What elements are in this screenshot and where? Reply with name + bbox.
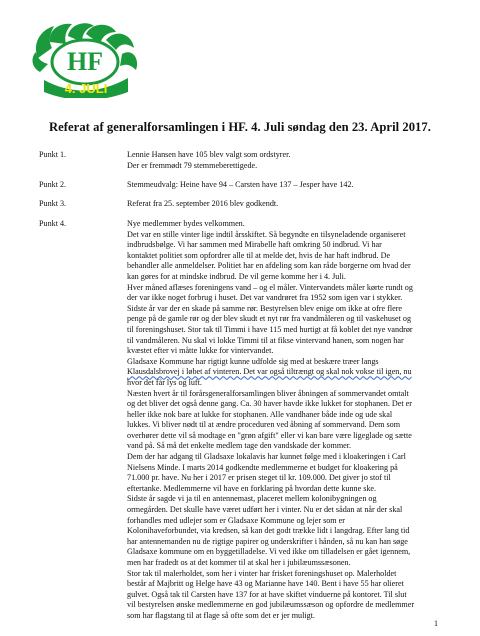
agenda-item-text xyxy=(127,199,466,210)
text-line: eftertanke. Medlemmerne vil have en forklaring på hvordan dette kunne ske. xyxy=(127,483,377,493)
text-line: Referat fra 25. september 2016 blev godkendt. xyxy=(127,199,279,208)
logo-graphic xyxy=(30,20,140,98)
hf-4-juli-logo xyxy=(30,20,140,98)
text-line: Der er fremmødt 79 stemmeberettigede. xyxy=(127,160,258,170)
text-line: ormegården. Det skulle have været udført her i vinter. Nu er det sådan at når der skal xyxy=(127,505,403,515)
text-line: hvor det får lys og luft. xyxy=(127,377,202,387)
agenda-item-label: Punkt 2. xyxy=(39,180,67,189)
text-line: Hver måned aflæses foreningens vand – og el måler. Vintervandets måler kørte rundt og xyxy=(127,282,413,292)
text-line: Gladsaxe Kommune har rigtigt kunne udfolde sig med at beskære træer langs xyxy=(127,356,379,366)
text-line: vil bestyrelsen ønske medlemmerne en god jubilæumssæson og opfordre de medlemmer xyxy=(127,600,415,610)
text-line: Kolonihaveforbundet, via kredsen, så kan det godt trække lidt i langdrag. Efter lang tid xyxy=(127,526,410,536)
page-number: 1 xyxy=(434,619,438,628)
text-line: penge på de gamle rør og der blev skudt et nyt rør fra vandmåleren og til vaskehuset og xyxy=(127,314,412,324)
text-line: Nye medlemmer bydes velkommen. xyxy=(127,219,245,228)
text-line: til vandmåleren. Nu skal vi lokke Timmi til at fikse vintervand hanen, som nogen har xyxy=(127,335,404,345)
text-line: heller ikke nok bare at lukke for stophanen. Alle vandhaner både inde og ude skal xyxy=(127,409,393,419)
text-line: overhører dette vil så modtage en "grøn afgift" eller vi kan bare være ligeglade og sætte xyxy=(127,430,412,440)
text-line: der var ikke noget forbrug i huset. Det var vandrøret fra 1952 som igen var i stykker. xyxy=(127,293,403,303)
agenda-item-text xyxy=(127,180,466,191)
agenda-item-label: Punkt 1. xyxy=(39,150,67,159)
text-line: Nielsens Minde. I marts 2014 godkendte medlemmerne et budget for kloakering på xyxy=(127,462,398,472)
text-line: vand på. Så må det enkelte medlem tage den vandskade der kommer. xyxy=(127,441,352,451)
text-line: Det var en stille vinter lige indtil årsskiftet. Så begyndte en tilsyneladende organiseret xyxy=(127,229,406,239)
text-line: kvæstet efter vi måtte lukke for vintervandet. xyxy=(127,346,274,356)
text-line: gulvet. Også tak til Carsten have 137 for at have skiftet vinduerne på kontoret. Til slut xyxy=(127,589,407,599)
agenda-item-label: Punkt 3. xyxy=(39,199,67,208)
text-line: har antennemanden nu de rigtige papirer og underskrifter i hånden, så nu kan han søge xyxy=(127,536,408,546)
text-line: Næsten hvert år til forårsgeneralforsamlingen bliver åbningen af sommervandet omtalt xyxy=(127,388,409,398)
text-line: lukkes. Vi bliver nødt til at ændre proceduren ved åbning af sommervand. Dem som xyxy=(127,420,401,430)
agenda-item-text xyxy=(127,219,466,622)
text-line: forhandles med udlejer som er Gladsaxe Kommune og lejer som er xyxy=(127,515,345,525)
agenda-item-text xyxy=(127,150,466,171)
text-line: Sidste år var der en skade på samme rør. Bestyrelsen blev enige om ikke at ofre flere xyxy=(127,303,403,313)
agenda-item-2 xyxy=(39,180,466,191)
text-line: kan gøres for at mindske indbrud. De vil gerne komme her i 4. Juli. xyxy=(127,271,346,281)
text-line: Gladsaxe kommune om en byggetilladelse. Vi ved ikke om tilladelsen er gået igennem, xyxy=(127,547,411,557)
text-line: Stor tak til malerholdet, som her i vinter har frisket foreningshuset op. Malerholdet xyxy=(127,568,397,578)
logo-subtitle: 4. JULI xyxy=(64,81,108,96)
text-line: og det bliver det også denne gang. Ca. 30 haver havde ikke lukket for stophanen. Det er xyxy=(127,399,412,409)
text-line: 71.000 pr. have. Nu her i 2017 er prisen steget til kr. 109.000. Det giver jo stof til xyxy=(127,473,391,483)
text-line: Dem der har adgang til Gladsaxe lokalavis har kunnet følge med i kloakeringen i Carl xyxy=(127,452,406,462)
text-line: Stemmeudvalg: Heine have 94 – Carsten have 137 – Jesper have 142. xyxy=(127,180,354,189)
text-line: kontaktet politiet som opfordrer alle til at melde det, hvis de har haft indbrud. De xyxy=(127,250,391,260)
text-line: til foreningshuset. Stor tak til Timmi i have 115 med hurtigt at få koblet det nye vandrør xyxy=(127,324,413,334)
agenda-item-3 xyxy=(39,199,466,210)
agenda-item-1 xyxy=(39,150,466,171)
agenda-item-label: Punkt 4. xyxy=(39,219,67,228)
text-line: indbrudsbølge. Vi har sammen med Mirabelle haft omkring 50 indbrud. Vi har xyxy=(127,240,382,250)
agenda-item-4 xyxy=(39,219,466,622)
text-line: består af Majbritt og Helge have 43 og Marianne have 140. Bent i have 55 har olieret xyxy=(127,579,404,589)
logo-letters: HF xyxy=(66,47,104,76)
text-line: men har fradedt os at det kommer til at skal her i jubilæumssæsonen. xyxy=(127,558,351,567)
text-line: som har flagstang til at flage så ofte som det er jer muligt. xyxy=(127,610,315,620)
text-line: Sidste år sagde vi ja til en antennemast, placeret mellem kolonibygningen og xyxy=(127,494,377,504)
text-line: behandler alle anmeldelser. Politiet har en afdeling som kan råde borgerne om hvad der xyxy=(127,261,411,271)
text-line: Lennie Hansen have 105 blev valgt som ordstyrer. xyxy=(127,150,291,159)
text-line: Klausdalsbrovej i løbet af vinteren. Det var også tiltrængt og skal nok vokse til igen, nu xyxy=(127,367,412,377)
document-title: Referat af generalforsamlingen i HF. 4. Juli søndag den 23. April 2017. xyxy=(49,120,431,134)
